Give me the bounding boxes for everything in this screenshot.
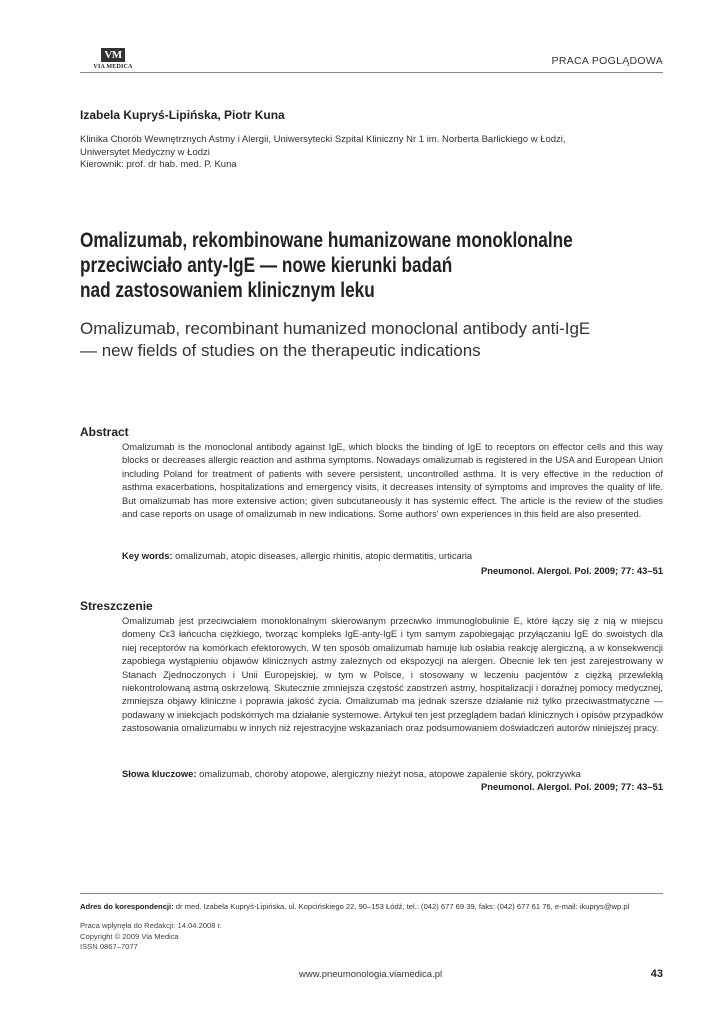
copyright: Copyright © 2009 Via Medica: [80, 931, 179, 941]
journal-url: www.pneumonologia.viamedica.pl: [299, 969, 443, 980]
affiliation-line: Kierownik: prof. dr hab. med. P. Kuna: [80, 159, 237, 170]
issn: ISSN 0867–7077: [80, 942, 138, 951]
streszczenie-text: Omalizumab jest przeciwciałem monoklonalnym skierowanym przeciwko immunoglobulinie E, które łączy się z nią w miejscu domeny Cε3 łańcucha ciężkiego, tworząc kompleks IgE-anty-IgE i tym samym zapobiegając przyłączaniu IgE do swoistych dla niej receptorów na komórkach efektorowych. W ten sposób omalizumab hamuje lub osłabia reakcję alergiczną, a w konsekwencji zapobiega wystąpieniu objawów klinicznych astmy zależnych od ekspozycji na alergen. Obecnie lek ten jest zarejestrowany w Stanach Zjednoczonych i Unii Europejskiej, w tym w Polsce, i stosowany w leczeniu pacjentów z ciężką przewlekłą niekontrolowaną astmą oskrzelową. Skutecznie zmniejsza częstość zaostrzeń astmy, hospitalizacji i doraźnej pomocy medycznej, zmniejsza objawy kliniczne i poprawia jakość życia. Omalizumab ma jednak szersze działanie niż tylko przeciwastmatyczne — podawany w iniekcjach podskórnych ma działanie systemowe. Artykuł ten jest przeglądem badań klinicznych i opisów przypadków zastosowania omalizumabu w innych niż rejestracyjne wskazaniach oraz podsumowaniem doświadczeń autorów niniejszej pracy.: [122, 615, 663, 734]
title-english-line: — new fields of studies on the therapeutic indications: [80, 341, 481, 360]
via-medica-logo-text: VIA MEDICA: [93, 64, 133, 70]
correspondence-label: Adres do korespondencji:: [80, 902, 174, 911]
abstract-keywords: [122, 549, 663, 562]
title-polish-line: nad zastosowaniem klinicznym leku: [80, 279, 375, 302]
abstract-text: Omalizumab is the monoclonal antibody against IgE, which blocks the binding of IgE to receptors on effector cells and this way blocks or decreases allergic reaction and asthma symptoms. Nowadays omalizumab is registered in the USA and European Union including Poland for treatment of patients with severe persistent, uncontrolled asthma. It is very effective in the reduction of asthma exacerbations, hospitalizations and emergency visits, it decreases intensity of symptoms and improves the quality of life. But omalizumab has more extensive action; given subcutaneously it has systemic effect. The article is the review of the studies and case reports on usage of omalizumab in new indications. Some authors' own experiences in this field are also presented.: [122, 441, 663, 520]
footer-divider: [80, 893, 663, 894]
publication-meta: [80, 921, 222, 953]
received-date: Praca wpłynęła do Redakcji: 14.04.2008 r.: [80, 921, 222, 930]
correspondence-details: dr med. Izabela Kupryś-Lipińska, ul. Kopcińskiego 22, 90–153 Łódź, tel.: (042) 677 69 39, faks: (042) 677 61 76, e-mail: ikuprys@wp.pl: [173, 902, 630, 911]
streszczenie-citation: Pneumonol. Alergol. Pol. 2009; 77: 43–51: [480, 781, 663, 792]
abstract-citation: Pneumonol. Alergol. Pol. 2009; 77: 43–51: [480, 565, 663, 576]
header-divider: [80, 72, 663, 73]
title-english: [80, 318, 680, 362]
correspondence: [80, 902, 680, 911]
page-number: 43: [650, 968, 663, 980]
title-polish-line: przeciwciało anty-IgE — nowe kierunki badań: [80, 254, 453, 277]
authors: Izabela Kupryś-Lipińska, Piotr Kuna: [80, 108, 285, 122]
keywords-label: Key words:: [122, 550, 173, 561]
title-polish-line: Omalizumab, rekombinowane humanizowane monoklonalne: [80, 229, 573, 252]
title-english-line: Omalizumab, recombinant humanized monoclonal antibody anti-IgE: [80, 319, 591, 338]
publisher-logo: [93, 45, 133, 70]
streszczenie-keywords: [122, 767, 663, 780]
affiliation-line: Klinika Chorób Wewnętrznych Astmy i Alergii, Uniwersytecki Szpital Kliniczny Nr 1 im. Norberta Barlickiego w Łodzi,: [80, 134, 566, 145]
affiliation-line: Uniwersytet Medyczny w Łodzi: [80, 146, 210, 158]
keywords-list: omalizumab, choroby atopowe, alergiczny nieżyt nosa, atopowe zapalenie skóry, pokrzywka: [196, 768, 581, 779]
keywords-label: Słowa kluczowe:: [122, 768, 197, 779]
keywords-list: omalizumab, atopic diseases, allergic rhinitis, atopic dermatitis, urticaria: [172, 550, 473, 561]
affiliation: [80, 134, 663, 172]
title-polish: [80, 228, 670, 303]
abstract-heading: Abstract: [80, 425, 129, 439]
streszczenie-heading: Streszczenie: [80, 599, 153, 613]
article-type-label: PRACA POGLĄDOWA: [551, 55, 663, 67]
via-medica-logo-mark: VM: [101, 48, 125, 62]
